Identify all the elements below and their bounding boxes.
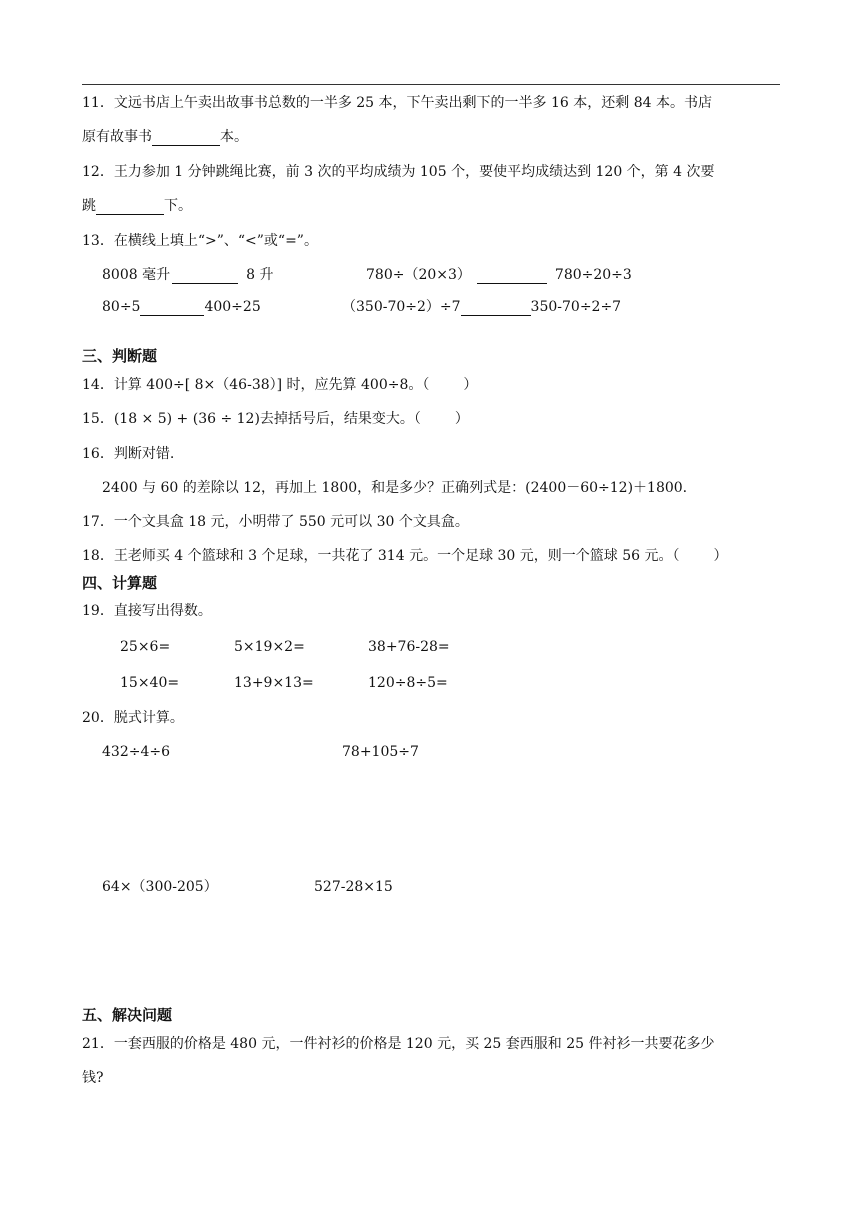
q15-number: 15．: [82, 411, 114, 427]
section-4-title: 四、计算题: [82, 574, 158, 592]
q20-item-3: 64×（300-205）: [102, 879, 218, 895]
q13-item-1-left: 8008 毫升: [102, 267, 171, 283]
q11-answer-blank[interactable]: [152, 131, 220, 146]
q18-number: 18．: [82, 548, 114, 564]
q11-text: 文远书店上午卖出故事书总数的一半多 25 本，下午卖出剩下的一半多 16 本，还剩 84 本。书店: [113, 95, 712, 111]
q13-item-2-right: 780÷20÷3: [554, 267, 632, 283]
q13-item-4-right: 350-70÷2÷7: [530, 299, 622, 315]
q13-item-2: [366, 266, 632, 284]
q16-line: [82, 445, 174, 463]
q18-text: 王老师买 4 个篮球和 3 个足球，一共花了 314 元。一个足球 30 元，则一个篮球 56 元。（: [113, 548, 680, 564]
q20-number: 20．: [82, 710, 114, 726]
q19-r2-c2: 13+9×13=: [234, 675, 314, 691]
q21-text: 一套西服的价格是 480 元，一件衬衫的价格是 120 元，买 25 套西服和 25 件衬衫一共要花多少: [113, 1036, 715, 1052]
q13-text: 在横线上填上“>”、“<”或“=”。: [113, 233, 318, 249]
q13-item-1: [102, 266, 273, 284]
q16-number: 16．: [82, 446, 114, 462]
q17-number: 17．: [82, 514, 114, 530]
q16-text: 判断对错.: [113, 446, 175, 462]
q13-item-4: [342, 298, 621, 316]
q13-item-3-left: 80÷5: [102, 299, 141, 315]
q11-text-post: 本。: [220, 129, 248, 145]
q20-item-2: 78+105÷7: [342, 744, 419, 760]
q19-number: 19．: [82, 603, 114, 619]
q12-number: 12．: [82, 164, 114, 180]
q13-item-3-blank[interactable]: [140, 301, 204, 316]
q13-item-4-left: （350-70÷2）÷7: [342, 299, 461, 315]
q19-r1-c3: 38+76-28=: [368, 639, 450, 655]
q14-number: 14．: [82, 377, 114, 393]
q17-line: [82, 513, 469, 531]
q20-item-4: 527-28×15: [314, 879, 393, 895]
q11-text-pre: 原有故事书: [82, 129, 152, 145]
q15-line: [82, 410, 469, 428]
q12-answer-blank[interactable]: [96, 200, 164, 215]
q13-item-3: [102, 298, 261, 316]
q16-line2: 2400 与 60 的差除以 12，再加上 1800，和是多少？正确列式是：(2400－60÷12)＋1800.: [102, 480, 688, 496]
q19-r2-c1: 15×40=: [120, 675, 180, 691]
section-5-title: 五、解决问题: [82, 1006, 173, 1024]
q19-text: 直接写出得数。: [113, 603, 212, 619]
q12-text-pre: 跳: [82, 198, 96, 214]
q19-line: [82, 602, 212, 620]
q21-number: 21．: [82, 1036, 114, 1052]
q21-line2: 钱?: [82, 1070, 104, 1086]
q21-line1: [82, 1035, 715, 1053]
q19-r1-c2: 5×19×2=: [234, 639, 305, 655]
q18-close: ）: [713, 548, 728, 564]
q13-item-2-left: 780÷（20×3）: [366, 267, 471, 283]
q11-number: 11．: [82, 95, 114, 111]
q12-text-post: 下。: [164, 198, 192, 214]
q13-number: 13．: [82, 233, 114, 249]
q13-item-1-blank[interactable]: [172, 269, 238, 284]
q12-line2: [82, 197, 192, 215]
q14-text: 计算 400÷[ 8×（46-38）] 时，应先算 400÷8。（: [113, 377, 430, 393]
q13-line: [82, 232, 318, 250]
q12-line1: [82, 163, 715, 181]
q20-item-1: 432÷4÷6: [102, 744, 170, 760]
q20-line: [82, 709, 184, 727]
section-3-title: 三、判断题: [82, 347, 158, 365]
q11-line2: [82, 128, 248, 146]
header-rule: [82, 84, 780, 85]
q19-r1-c1: 25×6=: [120, 639, 171, 655]
q11-line1: [82, 94, 712, 112]
q13-item-2-blank[interactable]: [477, 269, 547, 284]
q13-item-3-right: 400÷25: [204, 299, 261, 315]
q19-r2-c3: 120÷8÷5=: [368, 675, 448, 691]
q18-line: [82, 547, 728, 565]
q15-text: (18 × 5) + (36 ÷ 12)去掉括号后，结果变大。（: [113, 411, 421, 427]
q14-close: ）: [463, 377, 478, 393]
q14-line: [82, 376, 477, 394]
q12-text: 王力参加 1 分钟跳绳比赛，前 3 次的平均成绩为 105 个，要使平均成绩达到 120 个，第 4 次要: [113, 164, 715, 180]
q15-close: ）: [454, 411, 469, 427]
q13-item-1-right: 8 升: [246, 267, 274, 283]
q20-text: 脱式计算。: [113, 710, 184, 726]
q13-item-4-blank[interactable]: [461, 301, 531, 316]
q17-text: 一个文具盒 18 元，小明带了 550 元可以 30 个文具盒。: [113, 514, 469, 530]
